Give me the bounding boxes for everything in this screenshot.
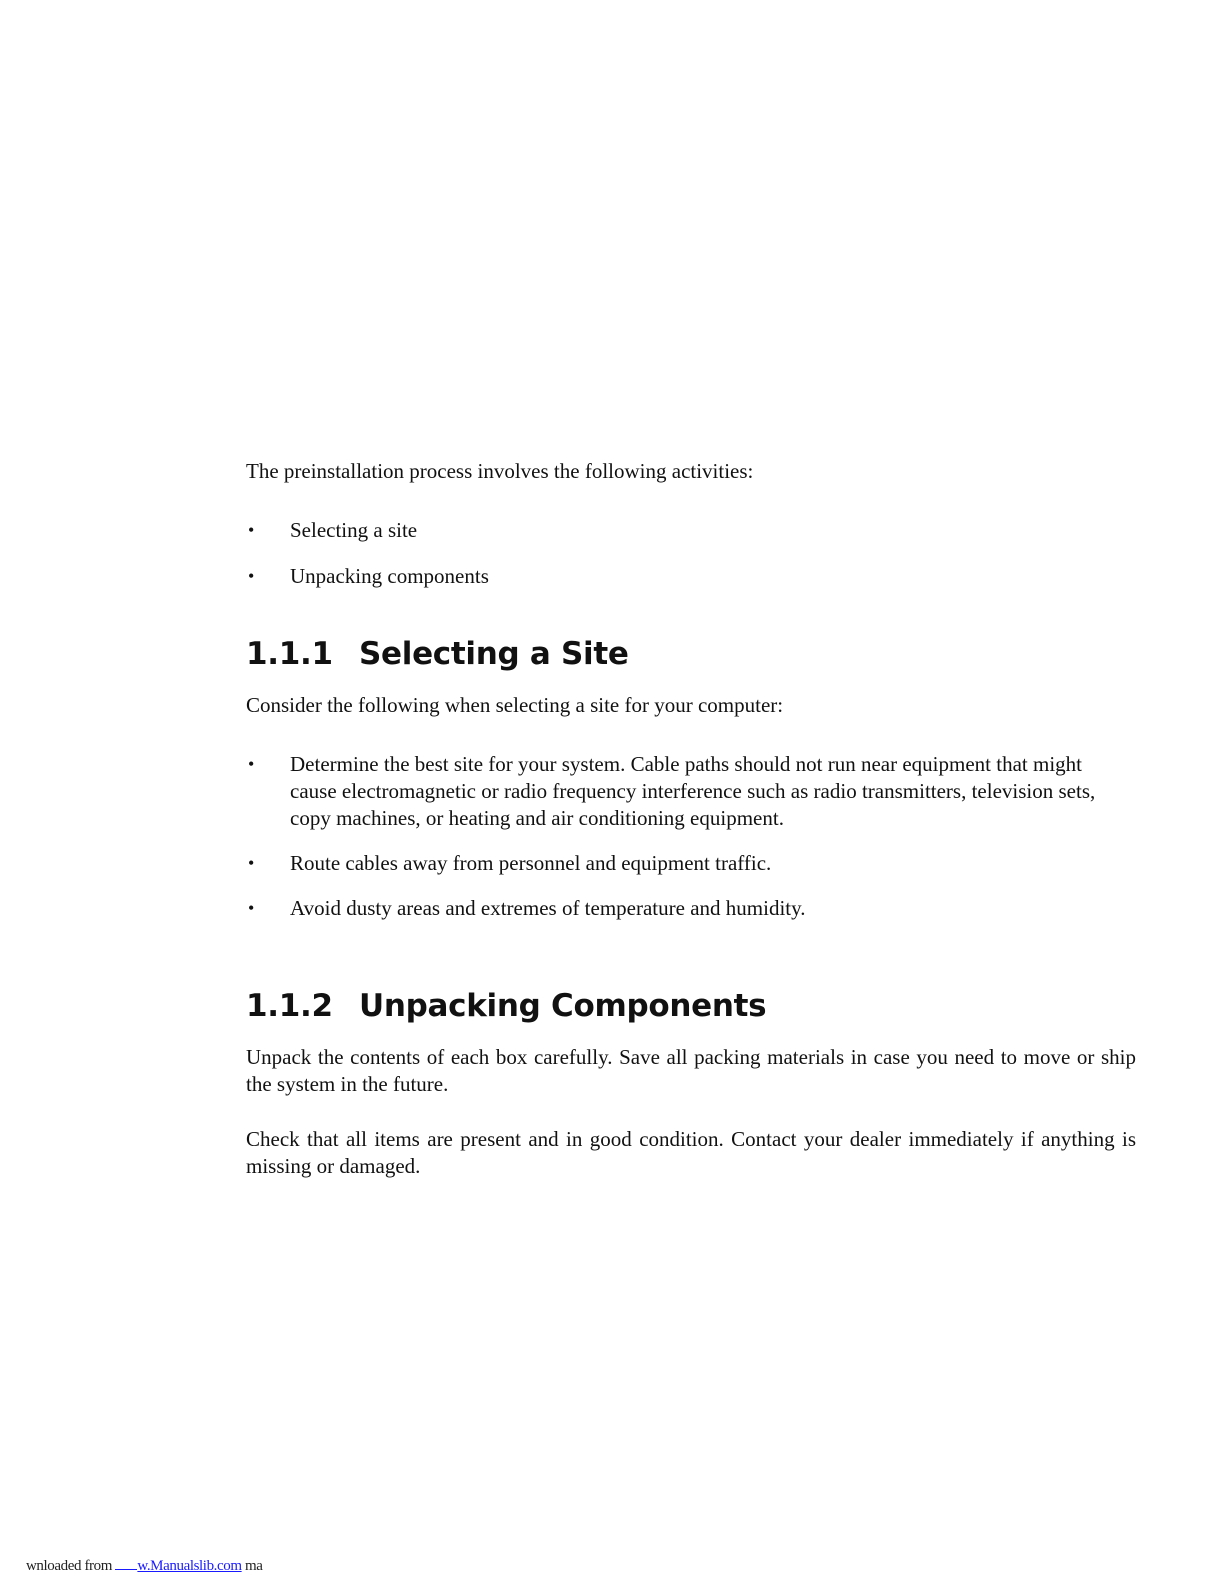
section-heading-selecting-site bbox=[246, 634, 1136, 674]
bullet-icon: • bbox=[248, 754, 255, 774]
section1-intro: Consider the following when selecting a site for your computer: bbox=[246, 693, 784, 717]
section-number: 1.1.2 bbox=[246, 988, 333, 1024]
section-title: Selecting a Site bbox=[359, 636, 629, 672]
list-item bbox=[246, 751, 1116, 832]
site-considerations-list bbox=[246, 751, 1116, 922]
list-item-text: Determine the best site for your system. Cable paths should not run near equipment that might cause electromagnetic or radio frequency interference such as radio transmitters, television sets, copy machines, or heating and air conditioning equipment. bbox=[290, 752, 1096, 830]
list-item bbox=[246, 563, 1136, 590]
footer-watermark bbox=[26, 1558, 263, 1575]
section2-paragraph: Check that all items are present and in good condition. Contact your dealer immediately if anything is missing or damaged. bbox=[246, 1127, 1136, 1178]
section-heading-unpacking bbox=[246, 986, 1136, 1026]
list-item-text: Selecting a site bbox=[290, 518, 418, 542]
list-item-text: Avoid dusty areas and extremes of temperature and humidity. bbox=[290, 896, 806, 920]
footer-prefix: wnloaded from bbox=[26, 1558, 116, 1574]
section-title: Unpacking Components bbox=[359, 988, 767, 1024]
activities-list bbox=[246, 517, 1136, 590]
list-item-text: Unpacking components bbox=[290, 564, 489, 588]
page-content bbox=[246, 458, 1136, 1180]
bullet-icon: • bbox=[248, 566, 255, 586]
list-item bbox=[246, 850, 1116, 877]
section2-paragraph: Unpack the contents of each box carefully. Save all packing materials in case you need to move or ship the system in the future. bbox=[246, 1045, 1136, 1096]
bullet-icon: • bbox=[248, 853, 255, 873]
bullet-icon: • bbox=[248, 898, 255, 918]
list-item bbox=[246, 517, 1136, 544]
bullet-icon: • bbox=[248, 520, 255, 540]
list-item bbox=[246, 895, 1116, 922]
intro-paragraph: The preinstallation process involves the following activities: bbox=[246, 459, 754, 483]
manualslib-link[interactable]: w.Manualslib.com bbox=[115, 1558, 241, 1574]
footer-suffix: ma bbox=[241, 1558, 263, 1574]
list-item-text: Route cables away from personnel and equipment traffic. bbox=[290, 851, 772, 875]
section-number: 1.1.1 bbox=[246, 636, 333, 672]
